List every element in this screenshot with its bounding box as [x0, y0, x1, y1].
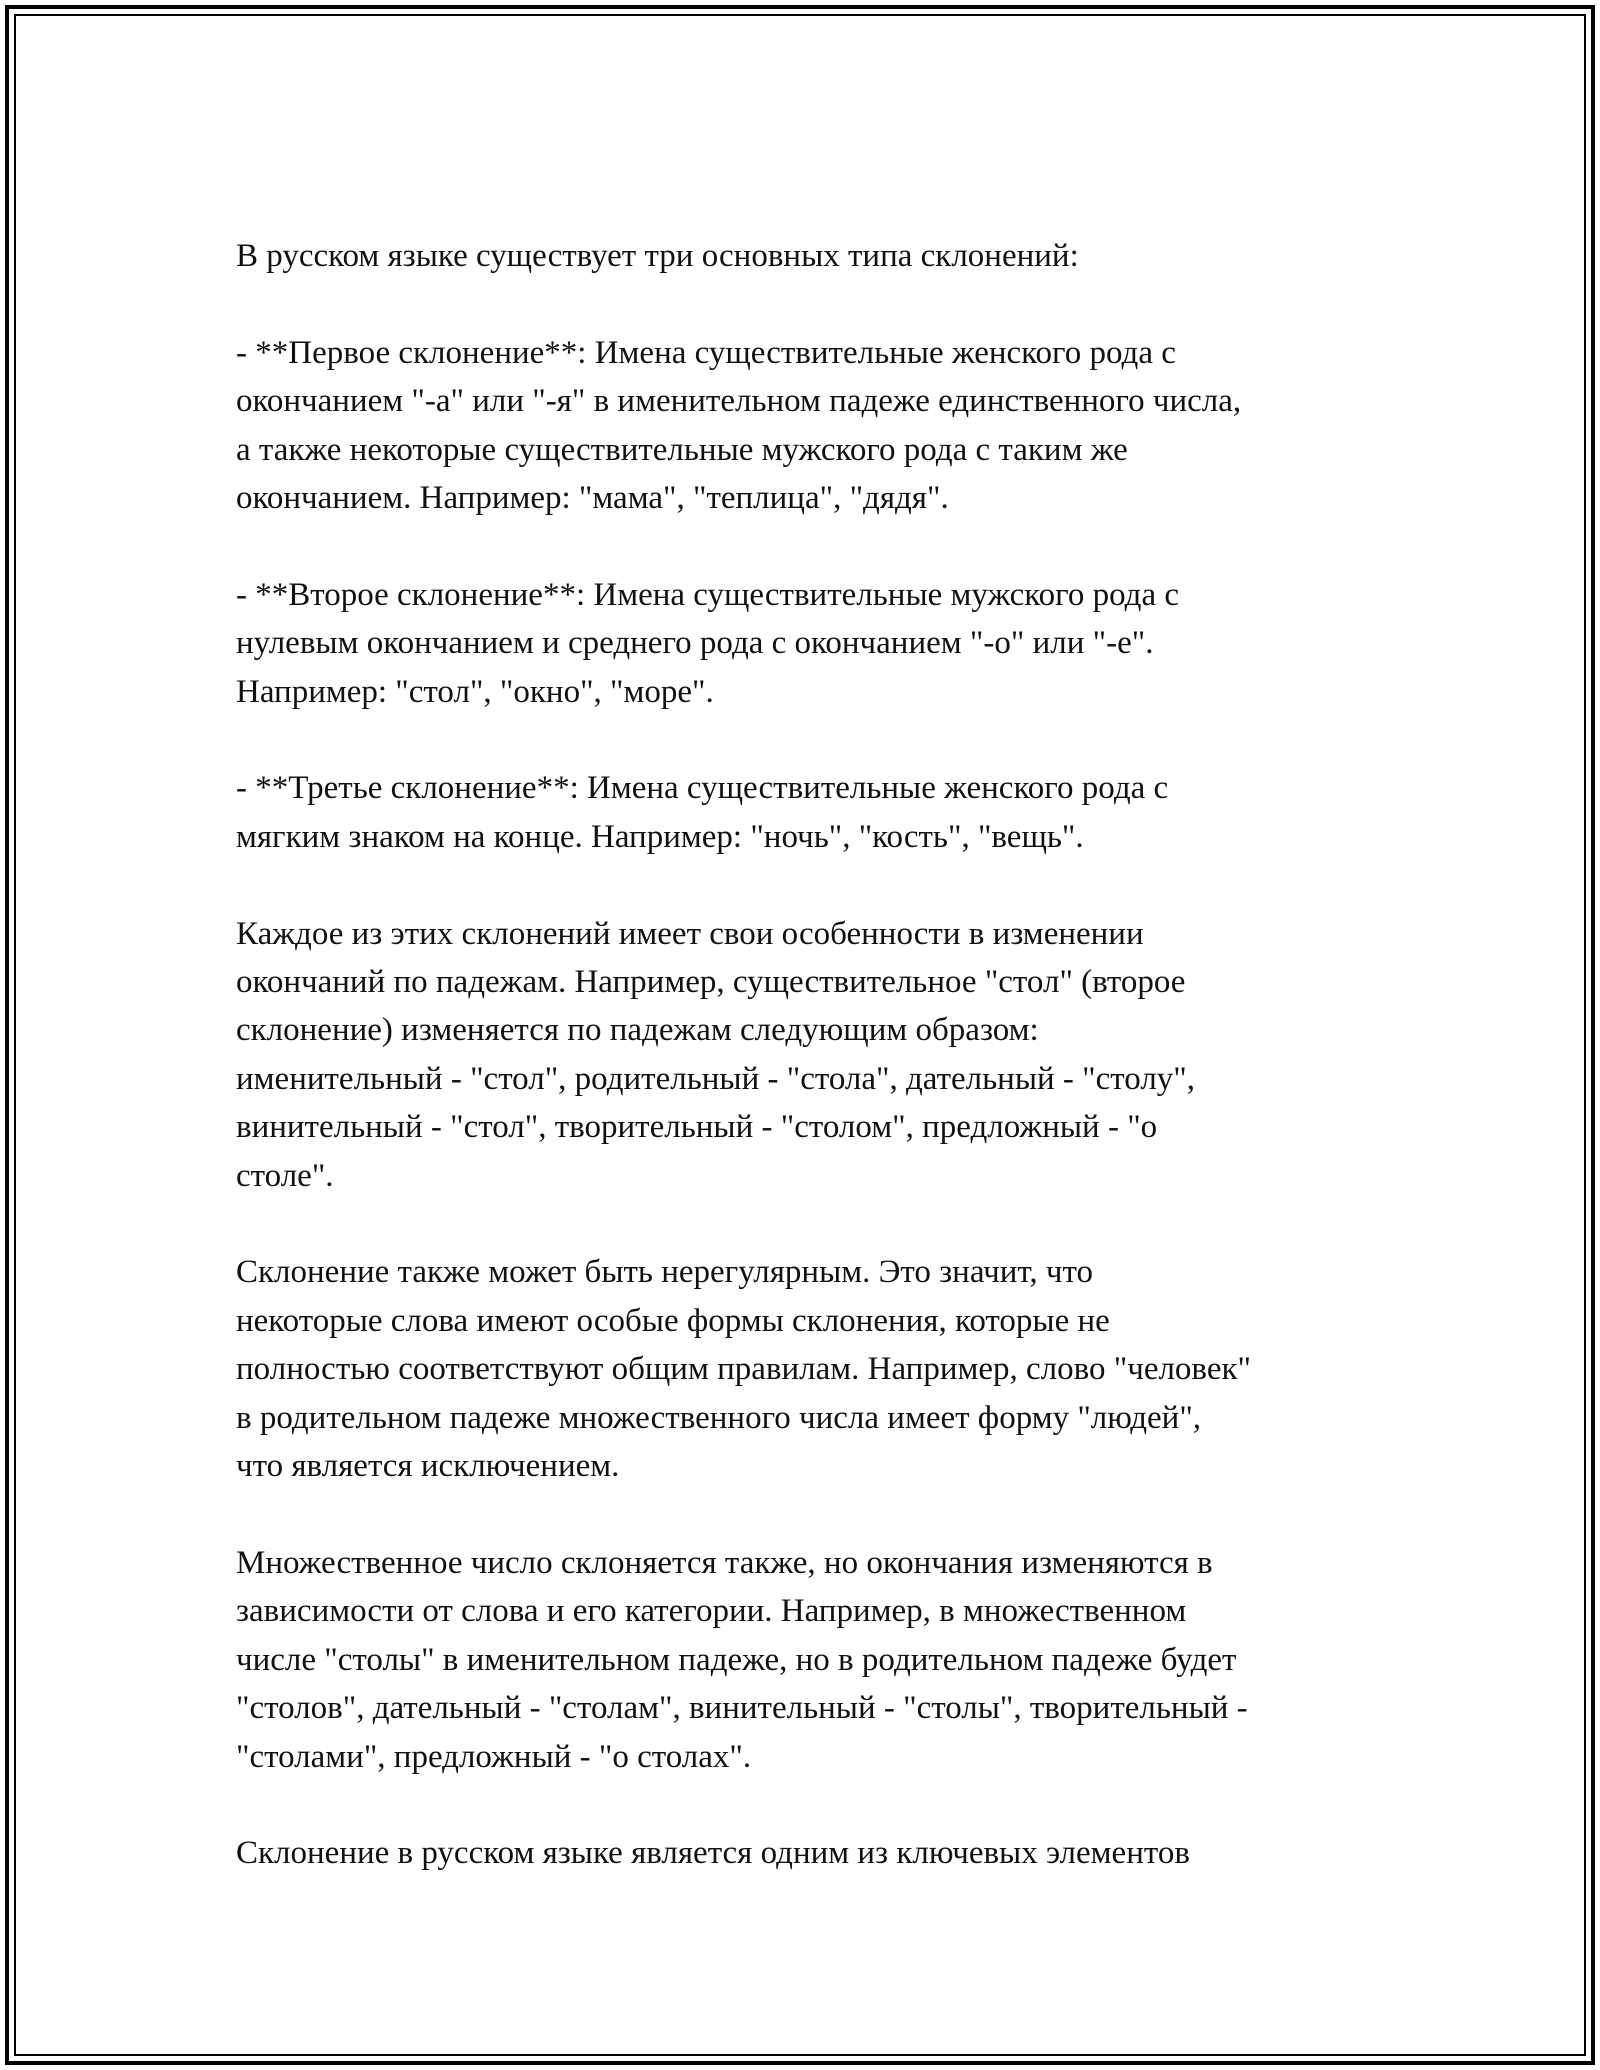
paragraph-first-declension: - **Первое склонение**: Имена существительные женского рода с окончанием "-а" или "-я" в именительном падеже единственного числа, а также некоторые существительные мужского рода с таким же окончанием. Например: "мама", "теплица", "дядя". — [236, 334, 1242, 517]
paragraph-case-endings: Каждое из этих склонений имеет свои особенности в изменении окончаний по падежам. Например, существительное "стол" (второе склонение) изменяется по падежам следующим образом: именительный - "стол", родительный - "стола", дательный - "столу", винительный - "стол", творительный - "столом", предложный - "о столе". — [236, 915, 1196, 1194]
document-body — [236, 232, 1436, 1926]
paragraph-irregular: Склонение также может быть нерегулярным. Это значит, что некоторые слова имеют особые формы склонения, которые не полностью соответствуют общим правилам. Например, слово "человек" в родительном падеже множественного числа имеет форму "людей", что является исключением. — [236, 1254, 1251, 1485]
paragraph-third-declension: - **Третье склонение**: Имена существительные женского рода с мягким знаком на конце. Например: "ночь", "кость", "вещь". — [236, 770, 1169, 855]
paragraph-intro: В русском языке существует три основных типа склонений: — [236, 238, 1079, 274]
paragraph-conclusion: Склонение в русском языке является одним из ключевых элементов — [236, 1835, 1190, 1872]
paragraph-second-declension: - **Второе склонение**: Имена существительные мужского рода с нулевым окончанием и среднего рода с окончанием "-о" или "-е". Например: "стол", "окно", "море". — [236, 576, 1180, 710]
paragraph-plural: Множественное число склоняется также, но окончания изменяются в зависимости от слова и его категории. Например, в множественном числе "столы" в именительном падеже, но в родительном падеже будет "столов", дательный - "столам", винительный - "столы", творительный - "столами", предложный - "о столах". — [236, 1544, 1248, 1775]
